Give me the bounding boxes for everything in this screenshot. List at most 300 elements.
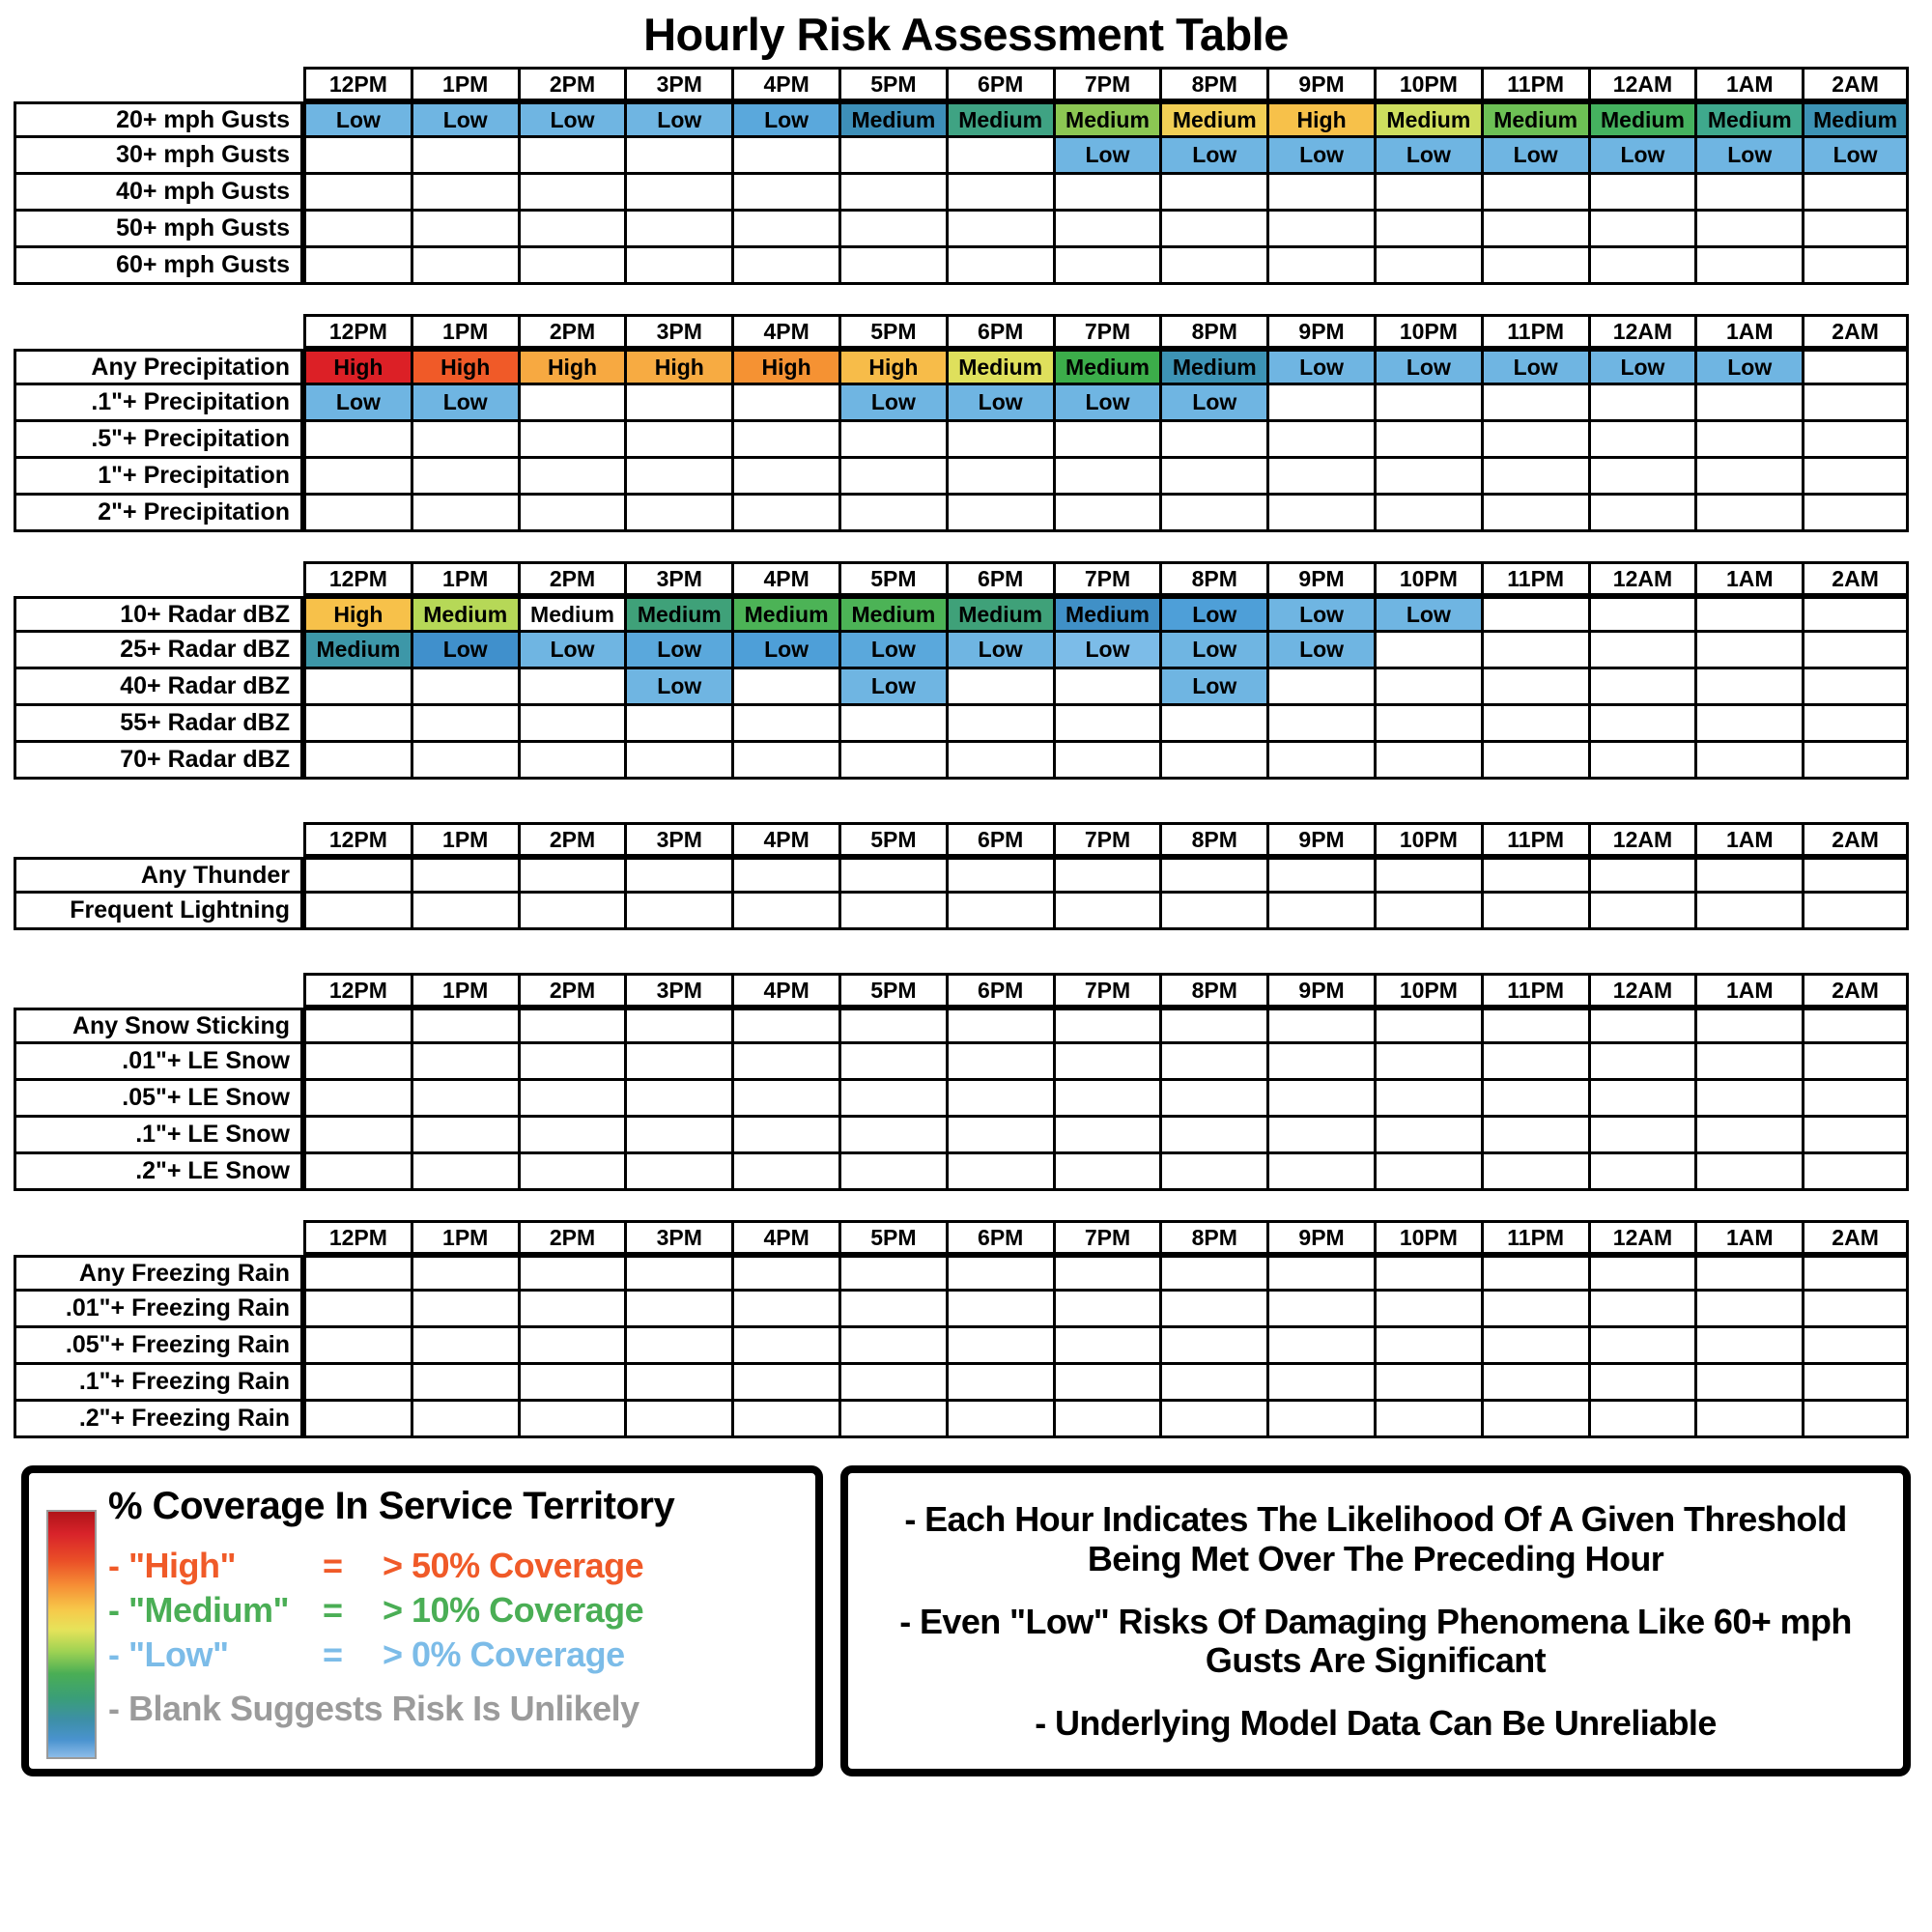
risk-cell[interactable] bbox=[731, 1081, 838, 1118]
risk-cell[interactable] bbox=[411, 212, 518, 248]
risk-cell[interactable] bbox=[1588, 459, 1695, 496]
risk-cell[interactable]: Medium bbox=[303, 633, 411, 669]
risk-cell[interactable] bbox=[411, 459, 518, 496]
risk-cell[interactable] bbox=[946, 212, 1053, 248]
risk-cell[interactable] bbox=[1802, 1402, 1909, 1438]
risk-cell[interactable] bbox=[411, 743, 518, 780]
risk-cell[interactable] bbox=[1159, 1118, 1266, 1154]
risk-cell[interactable] bbox=[946, 459, 1053, 496]
risk-cell[interactable] bbox=[731, 212, 838, 248]
risk-cell[interactable]: Medium bbox=[1481, 101, 1588, 138]
risk-cell[interactable] bbox=[411, 669, 518, 706]
risk-cell[interactable] bbox=[1588, 633, 1695, 669]
risk-cell[interactable] bbox=[624, 422, 731, 459]
risk-cell[interactable] bbox=[1374, 459, 1481, 496]
risk-cell[interactable] bbox=[624, 138, 731, 175]
risk-cell[interactable]: Medium bbox=[1159, 349, 1266, 385]
risk-cell[interactable] bbox=[1159, 1402, 1266, 1438]
risk-cell[interactable] bbox=[1053, 1255, 1160, 1292]
risk-cell[interactable]: Low bbox=[946, 385, 1053, 422]
risk-cell[interactable]: High bbox=[518, 349, 625, 385]
risk-cell[interactable]: Low bbox=[624, 101, 731, 138]
risk-cell[interactable] bbox=[303, 743, 411, 780]
risk-cell[interactable] bbox=[1802, 633, 1909, 669]
risk-cell[interactable] bbox=[731, 1402, 838, 1438]
risk-cell[interactable] bbox=[1159, 706, 1266, 743]
risk-cell[interactable] bbox=[624, 1081, 731, 1118]
risk-cell[interactable] bbox=[624, 1118, 731, 1154]
risk-cell[interactable] bbox=[1694, 1081, 1802, 1118]
risk-cell[interactable] bbox=[1481, 596, 1588, 633]
risk-cell[interactable]: Low bbox=[411, 101, 518, 138]
risk-cell[interactable]: Medium bbox=[946, 101, 1053, 138]
risk-cell[interactable] bbox=[1053, 1328, 1160, 1365]
risk-cell[interactable] bbox=[518, 1081, 625, 1118]
risk-cell[interactable] bbox=[1374, 1255, 1481, 1292]
risk-cell[interactable] bbox=[1588, 212, 1695, 248]
risk-cell[interactable] bbox=[411, 1402, 518, 1438]
risk-cell[interactable] bbox=[1588, 385, 1695, 422]
risk-cell[interactable] bbox=[518, 1255, 625, 1292]
risk-cell[interactable] bbox=[838, 138, 946, 175]
risk-cell[interactable] bbox=[518, 1328, 625, 1365]
risk-cell[interactable] bbox=[946, 248, 1053, 285]
risk-cell[interactable] bbox=[1053, 248, 1160, 285]
risk-cell[interactable] bbox=[624, 894, 731, 930]
risk-cell[interactable]: Low bbox=[838, 385, 946, 422]
risk-cell[interactable] bbox=[1374, 706, 1481, 743]
risk-cell[interactable] bbox=[1374, 743, 1481, 780]
risk-cell[interactable] bbox=[518, 1365, 625, 1402]
risk-cell[interactable] bbox=[624, 1328, 731, 1365]
risk-cell[interactable] bbox=[624, 1255, 731, 1292]
risk-cell[interactable] bbox=[1053, 894, 1160, 930]
risk-cell[interactable] bbox=[1159, 459, 1266, 496]
risk-cell[interactable] bbox=[1159, 743, 1266, 780]
risk-cell[interactable] bbox=[1374, 1328, 1481, 1365]
risk-cell[interactable] bbox=[624, 1008, 731, 1044]
risk-cell[interactable] bbox=[1159, 1154, 1266, 1191]
risk-cell[interactable] bbox=[1802, 175, 1909, 212]
risk-cell[interactable] bbox=[1266, 894, 1374, 930]
risk-cell[interactable]: Medium bbox=[518, 596, 625, 633]
risk-cell[interactable]: Medium bbox=[1159, 101, 1266, 138]
risk-cell[interactable] bbox=[624, 1402, 731, 1438]
risk-cell[interactable] bbox=[1266, 385, 1374, 422]
risk-cell[interactable]: Low bbox=[1053, 138, 1160, 175]
risk-cell[interactable] bbox=[411, 248, 518, 285]
risk-cell[interactable] bbox=[1481, 1008, 1588, 1044]
risk-cell[interactable] bbox=[838, 422, 946, 459]
risk-cell[interactable] bbox=[1802, 1328, 1909, 1365]
risk-cell[interactable] bbox=[1588, 743, 1695, 780]
risk-cell[interactable] bbox=[1266, 248, 1374, 285]
risk-cell[interactable] bbox=[946, 175, 1053, 212]
risk-cell[interactable] bbox=[303, 459, 411, 496]
risk-cell[interactable] bbox=[303, 669, 411, 706]
risk-cell[interactable] bbox=[1374, 1118, 1481, 1154]
risk-cell[interactable] bbox=[1588, 596, 1695, 633]
risk-cell[interactable]: Low bbox=[411, 385, 518, 422]
risk-cell[interactable] bbox=[303, 422, 411, 459]
risk-cell[interactable]: Low bbox=[518, 101, 625, 138]
risk-cell[interactable] bbox=[838, 459, 946, 496]
risk-cell[interactable] bbox=[1053, 669, 1160, 706]
risk-cell[interactable] bbox=[1374, 1292, 1481, 1328]
risk-cell[interactable] bbox=[303, 212, 411, 248]
risk-cell[interactable] bbox=[518, 138, 625, 175]
risk-cell[interactable] bbox=[1588, 175, 1695, 212]
risk-cell[interactable] bbox=[411, 857, 518, 894]
risk-cell[interactable] bbox=[1802, 459, 1909, 496]
risk-cell[interactable] bbox=[303, 1118, 411, 1154]
risk-cell[interactable] bbox=[731, 175, 838, 212]
risk-cell[interactable] bbox=[1588, 857, 1695, 894]
risk-cell[interactable] bbox=[1374, 1081, 1481, 1118]
risk-cell[interactable] bbox=[1694, 1008, 1802, 1044]
risk-cell[interactable]: Low bbox=[1266, 138, 1374, 175]
risk-cell[interactable]: Low bbox=[1481, 138, 1588, 175]
risk-cell[interactable] bbox=[838, 496, 946, 532]
risk-cell[interactable] bbox=[946, 1044, 1053, 1081]
risk-cell[interactable] bbox=[731, 496, 838, 532]
risk-cell[interactable] bbox=[838, 1402, 946, 1438]
risk-cell[interactable] bbox=[518, 1008, 625, 1044]
risk-cell[interactable] bbox=[1694, 706, 1802, 743]
risk-cell[interactable]: Medium bbox=[1588, 101, 1695, 138]
risk-cell[interactable] bbox=[1266, 669, 1374, 706]
risk-cell[interactable] bbox=[1694, 743, 1802, 780]
risk-cell[interactable]: Medium bbox=[624, 596, 731, 633]
risk-cell[interactable] bbox=[946, 1402, 1053, 1438]
risk-cell[interactable]: Low bbox=[303, 101, 411, 138]
risk-cell[interactable] bbox=[518, 459, 625, 496]
risk-cell[interactable] bbox=[1266, 422, 1374, 459]
risk-cell[interactable] bbox=[1159, 422, 1266, 459]
risk-cell[interactable] bbox=[624, 459, 731, 496]
risk-cell[interactable]: Low bbox=[1159, 633, 1266, 669]
risk-cell[interactable] bbox=[518, 669, 625, 706]
risk-cell[interactable] bbox=[731, 1365, 838, 1402]
risk-cell[interactable] bbox=[1802, 1365, 1909, 1402]
risk-cell[interactable] bbox=[1588, 1402, 1695, 1438]
risk-cell[interactable] bbox=[518, 1044, 625, 1081]
risk-cell[interactable] bbox=[1159, 175, 1266, 212]
risk-cell[interactable]: High bbox=[624, 349, 731, 385]
risk-cell[interactable] bbox=[411, 1154, 518, 1191]
risk-cell[interactable] bbox=[731, 1008, 838, 1044]
risk-cell[interactable] bbox=[946, 1328, 1053, 1365]
risk-cell[interactable] bbox=[838, 1154, 946, 1191]
risk-cell[interactable] bbox=[1266, 1402, 1374, 1438]
risk-cell[interactable] bbox=[1374, 1008, 1481, 1044]
risk-cell[interactable] bbox=[1374, 1044, 1481, 1081]
risk-cell[interactable] bbox=[1481, 669, 1588, 706]
risk-cell[interactable]: Low bbox=[1266, 596, 1374, 633]
risk-cell[interactable] bbox=[1694, 1154, 1802, 1191]
risk-cell[interactable]: Medium bbox=[1053, 349, 1160, 385]
risk-cell[interactable] bbox=[1481, 1328, 1588, 1365]
risk-cell[interactable] bbox=[1802, 248, 1909, 285]
risk-cell[interactable] bbox=[1802, 1081, 1909, 1118]
risk-cell[interactable] bbox=[946, 1255, 1053, 1292]
risk-cell[interactable] bbox=[411, 422, 518, 459]
risk-cell[interactable]: Low bbox=[946, 633, 1053, 669]
risk-cell[interactable] bbox=[731, 422, 838, 459]
risk-cell[interactable] bbox=[838, 212, 946, 248]
risk-cell[interactable] bbox=[303, 1328, 411, 1365]
risk-cell[interactable] bbox=[1481, 1255, 1588, 1292]
risk-cell[interactable] bbox=[1159, 1081, 1266, 1118]
risk-cell[interactable]: Low bbox=[1481, 349, 1588, 385]
risk-cell[interactable] bbox=[1694, 894, 1802, 930]
risk-cell[interactable] bbox=[946, 743, 1053, 780]
risk-cell[interactable] bbox=[731, 743, 838, 780]
risk-cell[interactable] bbox=[1802, 496, 1909, 532]
risk-cell[interactable] bbox=[1588, 1118, 1695, 1154]
risk-cell[interactable] bbox=[946, 1154, 1053, 1191]
risk-cell[interactable] bbox=[1053, 459, 1160, 496]
risk-cell[interactable] bbox=[1481, 1044, 1588, 1081]
risk-cell[interactable] bbox=[1694, 422, 1802, 459]
risk-cell[interactable] bbox=[1802, 1292, 1909, 1328]
risk-cell[interactable] bbox=[1266, 1118, 1374, 1154]
risk-cell[interactable]: Low bbox=[1266, 349, 1374, 385]
risk-cell[interactable] bbox=[1694, 496, 1802, 532]
risk-cell[interactable] bbox=[838, 894, 946, 930]
risk-cell[interactable]: Low bbox=[731, 101, 838, 138]
risk-cell[interactable] bbox=[624, 1044, 731, 1081]
risk-cell[interactable] bbox=[1588, 1255, 1695, 1292]
risk-cell[interactable] bbox=[411, 1328, 518, 1365]
risk-cell[interactable] bbox=[1266, 1292, 1374, 1328]
risk-cell[interactable] bbox=[1802, 349, 1909, 385]
risk-cell[interactable] bbox=[838, 1081, 946, 1118]
risk-cell[interactable] bbox=[838, 1255, 946, 1292]
risk-cell[interactable] bbox=[838, 1328, 946, 1365]
risk-cell[interactable] bbox=[1481, 422, 1588, 459]
risk-cell[interactable] bbox=[838, 743, 946, 780]
risk-cell[interactable] bbox=[303, 1081, 411, 1118]
risk-cell[interactable] bbox=[1694, 669, 1802, 706]
risk-cell[interactable] bbox=[838, 1118, 946, 1154]
risk-cell[interactable] bbox=[1374, 212, 1481, 248]
risk-cell[interactable]: Low bbox=[1266, 633, 1374, 669]
risk-cell[interactable]: Low bbox=[1374, 596, 1481, 633]
risk-cell[interactable] bbox=[838, 706, 946, 743]
risk-cell[interactable] bbox=[1802, 1255, 1909, 1292]
risk-cell[interactable] bbox=[411, 175, 518, 212]
risk-cell[interactable] bbox=[518, 857, 625, 894]
risk-cell[interactable] bbox=[1053, 1402, 1160, 1438]
risk-cell[interactable] bbox=[1266, 1081, 1374, 1118]
risk-cell[interactable] bbox=[303, 1008, 411, 1044]
risk-cell[interactable] bbox=[731, 1044, 838, 1081]
risk-cell[interactable] bbox=[731, 248, 838, 285]
risk-cell[interactable] bbox=[838, 1044, 946, 1081]
risk-cell[interactable] bbox=[1588, 1044, 1695, 1081]
risk-cell[interactable] bbox=[303, 496, 411, 532]
risk-cell[interactable] bbox=[731, 1328, 838, 1365]
risk-cell[interactable] bbox=[624, 385, 731, 422]
risk-cell[interactable]: Medium bbox=[1053, 101, 1160, 138]
risk-cell[interactable] bbox=[838, 1292, 946, 1328]
risk-cell[interactable] bbox=[731, 459, 838, 496]
risk-cell[interactable] bbox=[1588, 496, 1695, 532]
risk-cell[interactable]: Low bbox=[1053, 385, 1160, 422]
risk-cell[interactable] bbox=[303, 1044, 411, 1081]
risk-cell[interactable] bbox=[303, 706, 411, 743]
risk-cell[interactable] bbox=[624, 743, 731, 780]
risk-cell[interactable] bbox=[1588, 1154, 1695, 1191]
risk-cell[interactable] bbox=[518, 385, 625, 422]
risk-cell[interactable] bbox=[1266, 1328, 1374, 1365]
risk-cell[interactable] bbox=[1481, 385, 1588, 422]
risk-cell[interactable] bbox=[1374, 175, 1481, 212]
risk-cell[interactable] bbox=[624, 248, 731, 285]
risk-cell[interactable] bbox=[518, 706, 625, 743]
risk-cell[interactable] bbox=[1159, 894, 1266, 930]
risk-cell[interactable] bbox=[1053, 1081, 1160, 1118]
risk-cell[interactable]: Medium bbox=[1053, 596, 1160, 633]
risk-cell[interactable] bbox=[624, 175, 731, 212]
risk-cell[interactable] bbox=[1802, 596, 1909, 633]
risk-cell[interactable] bbox=[1481, 633, 1588, 669]
risk-cell[interactable]: Low bbox=[518, 633, 625, 669]
risk-cell[interactable] bbox=[411, 706, 518, 743]
risk-cell[interactable] bbox=[1053, 175, 1160, 212]
risk-cell[interactable] bbox=[1588, 1008, 1695, 1044]
risk-cell[interactable] bbox=[1266, 459, 1374, 496]
risk-cell[interactable] bbox=[1481, 1365, 1588, 1402]
risk-cell[interactable] bbox=[518, 1402, 625, 1438]
risk-cell[interactable] bbox=[1588, 248, 1695, 285]
risk-cell[interactable] bbox=[1802, 1154, 1909, 1191]
risk-cell[interactable]: Low bbox=[624, 669, 731, 706]
risk-cell[interactable] bbox=[411, 1365, 518, 1402]
risk-cell[interactable] bbox=[411, 138, 518, 175]
risk-cell[interactable] bbox=[1694, 1118, 1802, 1154]
risk-cell[interactable] bbox=[1802, 669, 1909, 706]
risk-cell[interactable]: Medium bbox=[1694, 101, 1802, 138]
risk-cell[interactable] bbox=[1159, 248, 1266, 285]
risk-cell[interactable]: Medium bbox=[838, 596, 946, 633]
risk-cell[interactable] bbox=[838, 857, 946, 894]
risk-cell[interactable] bbox=[1694, 1044, 1802, 1081]
risk-cell[interactable] bbox=[1481, 1292, 1588, 1328]
risk-cell[interactable] bbox=[731, 706, 838, 743]
risk-cell[interactable] bbox=[946, 1292, 1053, 1328]
risk-cell[interactable] bbox=[1481, 212, 1588, 248]
risk-cell[interactable]: Low bbox=[838, 669, 946, 706]
risk-cell[interactable] bbox=[946, 1008, 1053, 1044]
risk-cell[interactable] bbox=[946, 496, 1053, 532]
risk-cell[interactable] bbox=[1266, 1008, 1374, 1044]
risk-cell[interactable] bbox=[1802, 857, 1909, 894]
risk-cell[interactable] bbox=[518, 743, 625, 780]
risk-cell[interactable]: Medium bbox=[946, 596, 1053, 633]
risk-cell[interactable] bbox=[411, 1008, 518, 1044]
risk-cell[interactable] bbox=[1694, 1365, 1802, 1402]
risk-cell[interactable] bbox=[624, 857, 731, 894]
risk-cell[interactable] bbox=[731, 385, 838, 422]
risk-cell[interactable] bbox=[1802, 706, 1909, 743]
risk-cell[interactable] bbox=[1694, 1328, 1802, 1365]
risk-cell[interactable] bbox=[1694, 1255, 1802, 1292]
risk-cell[interactable] bbox=[731, 1292, 838, 1328]
risk-cell[interactable] bbox=[1053, 1044, 1160, 1081]
risk-cell[interactable] bbox=[1159, 212, 1266, 248]
risk-cell[interactable]: Medium bbox=[1802, 101, 1909, 138]
risk-cell[interactable] bbox=[1159, 496, 1266, 532]
risk-cell[interactable] bbox=[731, 857, 838, 894]
risk-cell[interactable] bbox=[411, 1044, 518, 1081]
risk-cell[interactable] bbox=[838, 175, 946, 212]
risk-cell[interactable]: Low bbox=[1053, 633, 1160, 669]
risk-cell[interactable] bbox=[518, 175, 625, 212]
risk-cell[interactable] bbox=[303, 175, 411, 212]
risk-cell[interactable] bbox=[303, 1154, 411, 1191]
risk-cell[interactable] bbox=[1481, 706, 1588, 743]
risk-cell[interactable] bbox=[303, 248, 411, 285]
risk-cell[interactable]: Low bbox=[1802, 138, 1909, 175]
risk-cell[interactable] bbox=[1588, 894, 1695, 930]
risk-cell[interactable] bbox=[518, 894, 625, 930]
risk-cell[interactable] bbox=[1374, 1402, 1481, 1438]
risk-cell[interactable]: Medium bbox=[731, 596, 838, 633]
risk-cell[interactable]: High bbox=[411, 349, 518, 385]
risk-cell[interactable] bbox=[518, 248, 625, 285]
risk-cell[interactable] bbox=[1588, 422, 1695, 459]
risk-cell[interactable] bbox=[1266, 212, 1374, 248]
risk-cell[interactable] bbox=[1266, 175, 1374, 212]
risk-cell[interactable] bbox=[1374, 669, 1481, 706]
risk-cell[interactable] bbox=[1802, 1044, 1909, 1081]
risk-cell[interactable] bbox=[1159, 1365, 1266, 1402]
risk-cell[interactable] bbox=[946, 857, 1053, 894]
risk-cell[interactable] bbox=[624, 1365, 731, 1402]
risk-cell[interactable] bbox=[518, 422, 625, 459]
risk-cell[interactable] bbox=[1694, 459, 1802, 496]
risk-cell[interactable] bbox=[1588, 1365, 1695, 1402]
risk-cell[interactable] bbox=[1159, 1255, 1266, 1292]
risk-cell[interactable] bbox=[303, 1365, 411, 1402]
risk-cell[interactable]: Medium bbox=[1374, 101, 1481, 138]
risk-cell[interactable] bbox=[1694, 857, 1802, 894]
risk-cell[interactable] bbox=[1266, 1154, 1374, 1191]
risk-cell[interactable]: High bbox=[731, 349, 838, 385]
risk-cell[interactable] bbox=[731, 138, 838, 175]
risk-cell[interactable] bbox=[1374, 496, 1481, 532]
risk-cell[interactable] bbox=[1266, 496, 1374, 532]
risk-cell[interactable] bbox=[946, 1365, 1053, 1402]
risk-cell[interactable] bbox=[303, 138, 411, 175]
risk-cell[interactable] bbox=[303, 1402, 411, 1438]
risk-cell[interactable]: Low bbox=[838, 633, 946, 669]
risk-cell[interactable] bbox=[1374, 633, 1481, 669]
risk-cell[interactable] bbox=[1053, 857, 1160, 894]
risk-cell[interactable] bbox=[518, 1154, 625, 1191]
risk-cell[interactable]: Medium bbox=[946, 349, 1053, 385]
risk-cell[interactable] bbox=[1481, 175, 1588, 212]
risk-cell[interactable] bbox=[946, 894, 1053, 930]
risk-cell[interactable]: Low bbox=[1159, 385, 1266, 422]
risk-cell[interactable] bbox=[1694, 385, 1802, 422]
risk-cell[interactable] bbox=[518, 1118, 625, 1154]
risk-cell[interactable] bbox=[1588, 1081, 1695, 1118]
risk-cell[interactable] bbox=[1159, 1328, 1266, 1365]
risk-cell[interactable]: Low bbox=[1374, 138, 1481, 175]
